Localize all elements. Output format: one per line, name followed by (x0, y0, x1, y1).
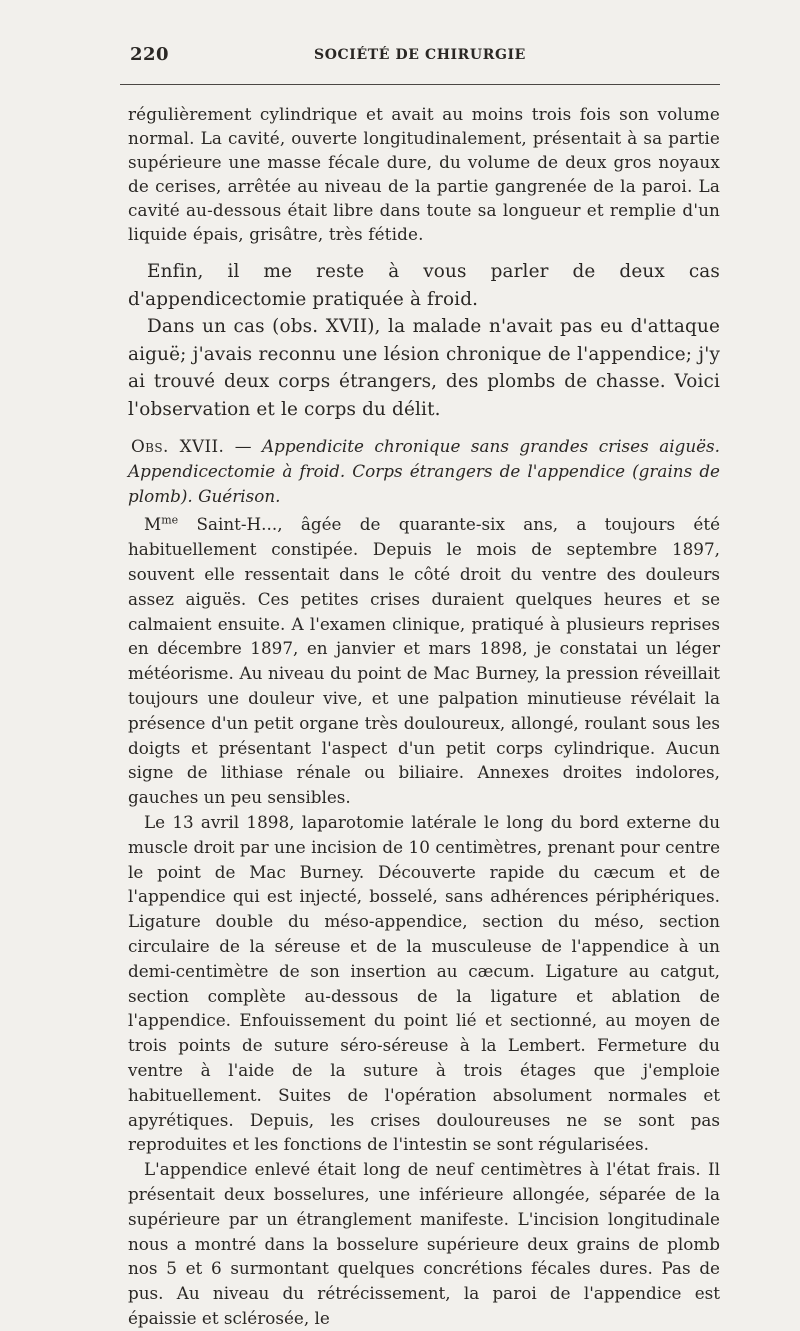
patient-history-text: Saint-H..., âgée de quarante-six ans, a toujours été habituellement constipée. Depuis le mois de septembre 1897, souvent elle ressentait dans le côté droit du ventre des douleurs assez aiguës. Ces petites crises duraient quelques heures et se calmaient ensuite. A l'examen clinique, pratiqué à plusieurs reprises en décembre 1897, en janvier et mars 1898, je constatai un léger météorisme. Au niveau du point de Mac Burney, la pression réveillait toujours une douleur vive, et une palpation minutieuse révélait la présence d'un petit organe très douloureux, allongé, roulant sous les doigts et présentant l'aspect d'un petit corps cylindrique. Aucun signe de lithiase rénale ou biliaire. Annexes droites indolores, gauches un peu sensibles. (128, 514, 720, 808)
observation-dash: — (224, 436, 263, 456)
paragraph-specimen: L'appendice enlevé était long de neuf centimètres à l'état frais. Il présentait deux bosselures, une inférieure allongée, séparée de la supérieure par un étranglement manifeste. L'incision longitudinale nous a montré dans la bosselure supérieure deux grains de plomb nos 5 et 6 surmontant quelques concrétions fécales dures. Pas de pus. Au niveau du rétrécissement, la paroi de l'appendice est épaissie et sclérosée, le (128, 1159, 720, 1328)
observation-title: Appendicite chronique sans grandes crises aiguës. Appendicectomie à froid. Corps étrangers de l'appendice (grains de plomb). Guérison. (128, 436, 720, 506)
observation-heading (128, 434, 720, 508)
paragraph-cold-appendicectomy: Enfin, il me reste à vous parler de deux cas d'appendicectomie pratiquée à froid. (128, 261, 720, 310)
page-number: 220 (130, 44, 170, 65)
header-rule (120, 84, 720, 85)
honorific (144, 514, 178, 534)
honorific-prefix: M (144, 514, 162, 535)
paragraph-operation: Le 13 avril 1898, laparotomie latérale le long du bord externe du muscle droit par une incision de 10 centimètres, prenant pour centre le point de Mac Burney. Découverte rapide du cæcum et de l'appendice qui est injecté, bosselé, sans adhérences périphériques. Ligature double du méso-appendice, section du méso, section circulaire de la séreuse et de la musculeuse de l'appendice à un demi-centimètre de son insertion au cæcum. Ligature au catgut, section complète au-dessous de la ligature et ablation de l'appendice. Enfouissement du point lié et sectionné, au moyen de trois points de suture séro-séreuse à la Lembert. Fermeture du ventre à l'aide de la suture à trois étages que j'emploie habituellement. Suites de l'opération absolument normales et apyrétiques. Depuis, les crises douloureuses ne se sont pas reproduites et les fonctions de l'intestin se sont régularisées. (128, 811, 720, 1155)
intro-block (128, 258, 720, 424)
continued-paragraph-block (128, 102, 720, 246)
observation-label: Obs. XVII. (131, 436, 225, 456)
paragraph-continued: régulièrement cylindrique et avait au moins trois fois son volume normal. La cavité, ouverte longitudinalement, présentait à sa partie supérieure une masse fécale dure, du volume de deux gros noyaux de cerises, arrêtée au niveau de la partie gangrenée de la paroi. La cavité au-dessous était libre dans toute sa longueur et remplie d'un liquide épais, grisâtre, très fétide. (128, 104, 720, 244)
page-header (120, 44, 720, 74)
running-head: SOCIÉTÉ DE CHIRURGIE (314, 47, 526, 63)
paragraph-case-xvii: Dans un cas (obs. XVII), la malade n'avait pas eu d'attaque aiguë; j'avais reconnu une lésion chronique de l'appendice; j'y ai trouvé deux corps étrangers, des plombs de chasse. Voici l'observation et le corps du délit. (128, 316, 720, 420)
observation-block (128, 434, 720, 1331)
paragraph-patient-history (128, 512, 720, 810)
honorific-superscript: me (161, 513, 179, 527)
